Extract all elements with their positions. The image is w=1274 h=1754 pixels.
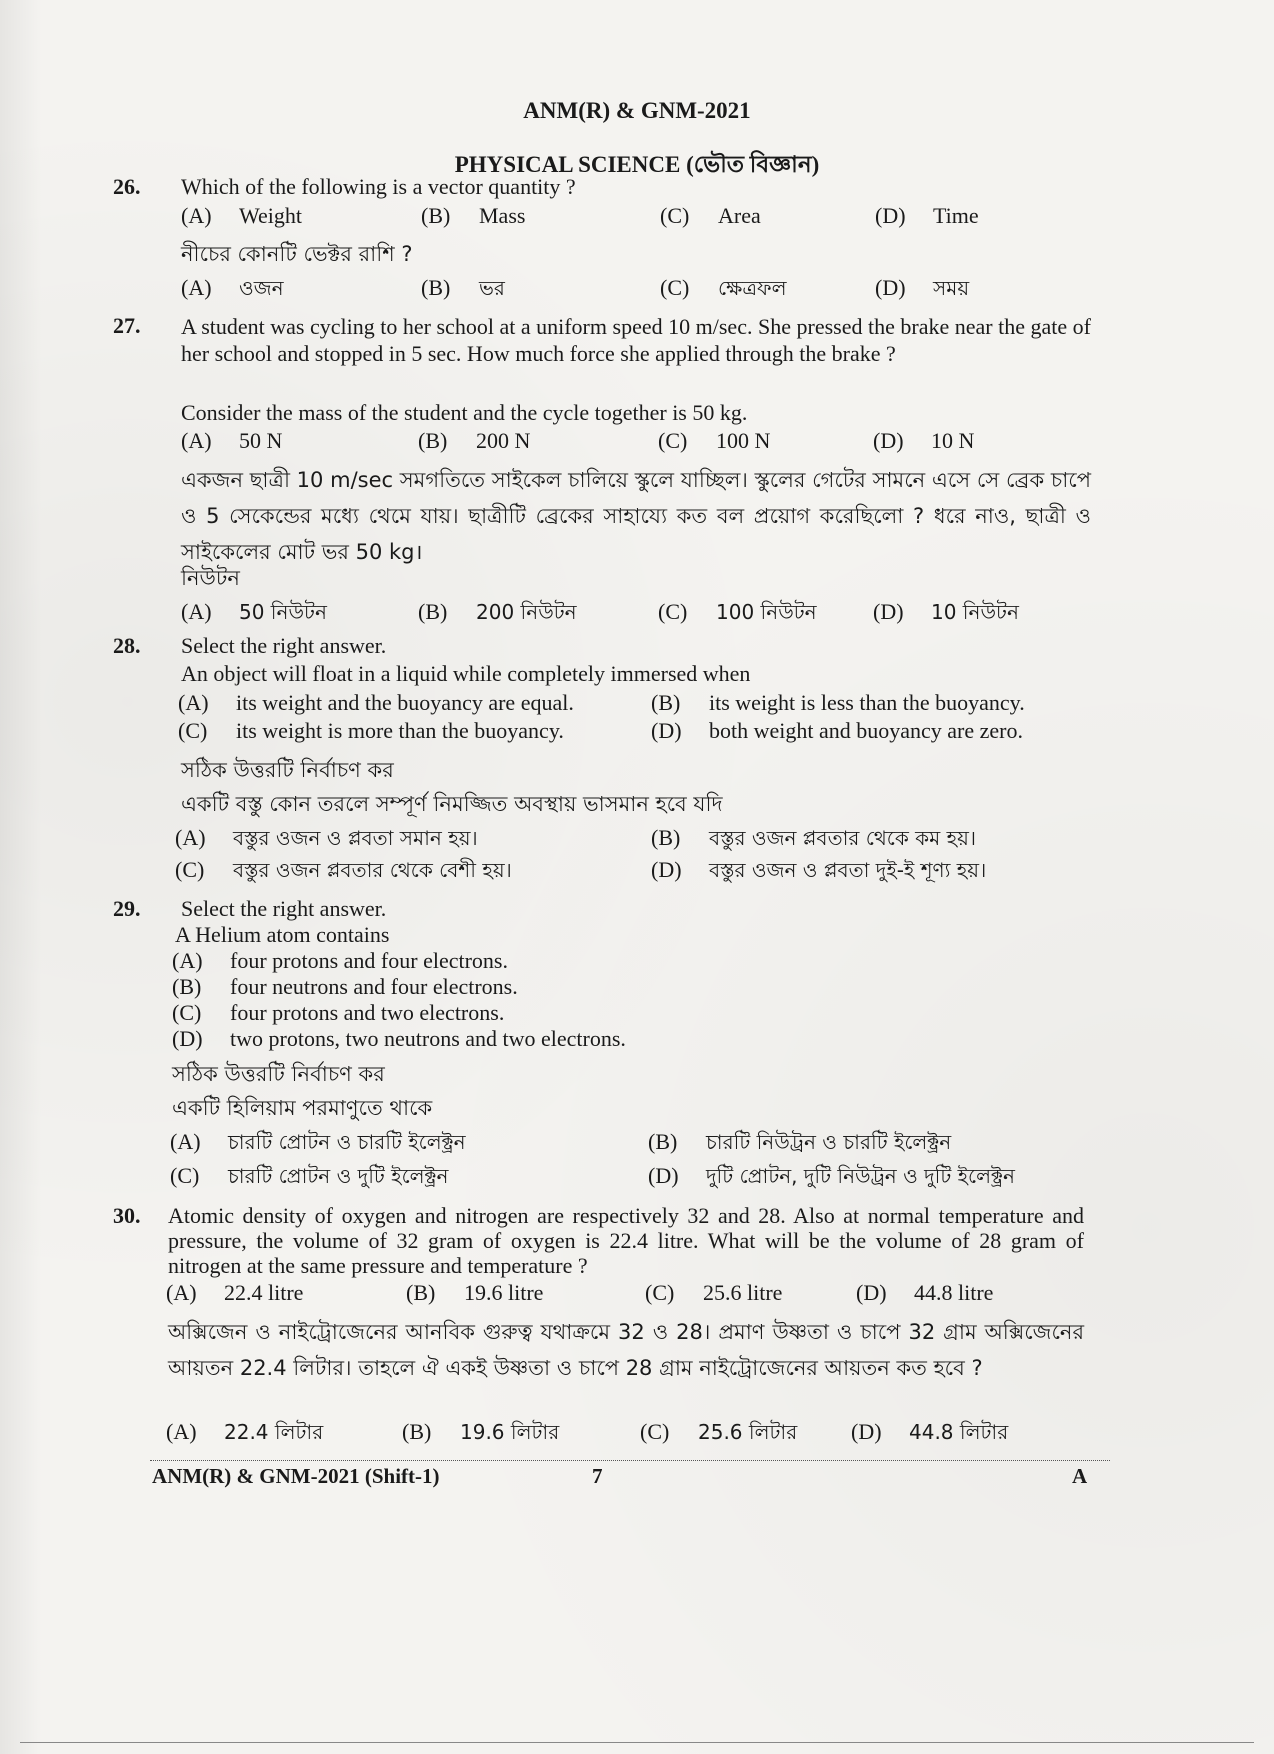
option-a-label: (A) <box>178 690 209 715</box>
question-number: 28. <box>113 633 141 658</box>
option-a-label: (A) <box>181 203 212 228</box>
option-c-text: its weight is more than the buoyancy. <box>236 718 564 743</box>
option-d-text: both weight and buoyancy are zero. <box>709 718 1023 743</box>
question-text-bn: সঠিক উত্তরটি নির্বাচণ কর <box>181 758 394 782</box>
option-c-label: (C) <box>658 599 688 624</box>
question-text-en: Select the right answer. <box>181 896 387 921</box>
option-b-text: 19.6 লিটার <box>460 1420 560 1444</box>
option-d-text: 44.8 litre <box>914 1280 994 1305</box>
option-c-text: ক্ষেত্রফল <box>718 276 787 300</box>
question-text-bn-2: একটি বস্তু কোন তরলে সম্পূর্ণ নিমজ্জিত অবস্থায় ভাসমান হবে যদি <box>181 792 723 816</box>
option-a-label: (A) <box>181 428 212 453</box>
page-number: 7 <box>592 1464 603 1488</box>
option-d-label: (D) <box>875 275 906 300</box>
options-en <box>0 203 1274 231</box>
option-b-label: (B) <box>651 690 681 715</box>
option-a-text: চারটি প্রোটন ও চারটি ইলেক্ট্রন <box>228 1130 466 1154</box>
question-text-en: Which of the following is a vector quantity ? <box>181 174 576 199</box>
options-en-row-1 <box>0 690 1274 718</box>
option-d-label: (D) <box>648 1163 679 1188</box>
option-a-text: Weight <box>239 203 302 228</box>
option-c <box>0 1000 1274 1028</box>
option-d <box>0 1026 1274 1054</box>
option-b-text: Mass <box>479 203 526 228</box>
option-b-text: its weight is less than the buoyancy. <box>709 690 1025 715</box>
option-a-text: ওজন <box>239 276 284 300</box>
question-text-bn-2: একটি হিলিয়াম পরমাণুতে থাকে <box>172 1096 433 1120</box>
option-d-label: (D) <box>172 1026 203 1051</box>
footer-divider <box>150 1460 1110 1461</box>
option-c-label: (C) <box>640 1419 670 1444</box>
options-bn-row-1 <box>0 1128 1274 1156</box>
option-b-text: ভর <box>479 276 505 300</box>
option-d-text: Time <box>933 203 979 228</box>
option-c-label: (C) <box>660 275 690 300</box>
question-text-bn: একজন ছাত্রী 10 m/sec সমগতিতে সাইকেল চালিয়ে স্কুলে যাচ্ছিল। স্কুলের গেটের সামনে এসে সে ব্রেক চাপে ও 5 সেকেন্ডের মধ্যে থেমে যায়। ছাত্রীটি ব্রেকের সাহায্যে কত বল প্রয়োগ করেছিলো ? ধরে নাও, ছাত্রী ও সাইকেলের মোট ভর 50 kg। <box>181 468 1091 564</box>
option-d-text: 10 N <box>931 428 975 453</box>
options-en <box>0 428 1274 456</box>
option-d-text: সময় <box>933 276 970 300</box>
options-en-row-2 <box>0 718 1274 746</box>
option-d-text: দুটি প্রোটন, দুটি নিউট্রন ও দুটি ইলেক্ট্রন <box>706 1164 1015 1188</box>
option-b-label: (B) <box>648 1129 678 1154</box>
question-text-en: Select the right answer. <box>181 633 387 658</box>
option-c-label: (C) <box>658 428 688 453</box>
question-number: 29. <box>113 896 141 921</box>
option-c-label: (C) <box>175 857 205 882</box>
option-b-label: (B) <box>402 1419 432 1444</box>
option-c-text: 25.6 লিটার <box>698 1420 798 1444</box>
option-d-label: (D) <box>875 203 906 228</box>
section-title: PHYSICAL SCIENCE (ভৌত বিজ্ঞান) <box>454 152 820 177</box>
booklet-set-letter: A <box>1072 1464 1088 1488</box>
options-bn <box>0 1418 1274 1446</box>
option-b-label: (B) <box>651 825 681 850</box>
option-c-text: চারটি প্রোটন ও দুটি ইলেক্ট্রন <box>228 1164 449 1188</box>
option-d-label: (D) <box>651 857 682 882</box>
option-c-text: বস্তুর ওজন প্লবতার থেকে বেশী হয়। <box>233 858 512 882</box>
option-d-label: (D) <box>851 1419 882 1444</box>
option-d-label: (D) <box>873 428 904 453</box>
option-a-text: its weight and the buoyancy are equal. <box>236 690 574 715</box>
question-text-bn-2: নিউটন <box>181 566 240 590</box>
question-text-en-2: A Helium atom contains <box>175 922 390 947</box>
option-d-text: 10 নিউটন <box>931 600 1019 624</box>
option-c-text: 100 N <box>716 428 771 453</box>
exam-title: ANM(R) & GNM-2021 <box>523 98 751 123</box>
options-bn <box>0 274 1274 302</box>
option-a-text: 50 নিউটন <box>239 600 327 624</box>
option-a-label: (A) <box>181 599 212 624</box>
option-b <box>0 974 1274 1002</box>
option-a-text: 22.4 litre <box>224 1280 304 1305</box>
question-text-bn: নীচের কোনটি ভেক্টর রাশি ? <box>181 242 413 266</box>
page-bottom-edge <box>20 1742 1254 1743</box>
option-d-text: 44.8 লিটার <box>909 1420 1009 1444</box>
option-b-label: (B) <box>418 599 448 624</box>
option-c-text: 100 নিউটন <box>716 600 817 624</box>
option-d-text: বস্তুর ওজন ও প্লবতা দুই-ই শূণ্য হয়। <box>709 858 987 882</box>
option-b-text: 19.6 litre <box>464 1280 544 1305</box>
option-a-label: (A) <box>166 1280 197 1305</box>
options-bn-row-2 <box>0 1162 1274 1190</box>
option-c-text: Area <box>718 203 761 228</box>
option-b-text: বস্তুর ওজন প্লবতার থেকে কম হয়। <box>709 826 977 850</box>
options-bn <box>0 598 1274 626</box>
option-a-label: (A) <box>170 1129 201 1154</box>
question-text-en: A student was cycling to her school at a uniform speed 10 m/sec. She pressed the brake near the gate of her school and stopped in 5 sec. How much force she applied through the brake ? <box>181 314 1091 366</box>
option-b-text: four neutrons and four electrons. <box>230 974 518 999</box>
option-a-text: 22.4 লিটার <box>224 1420 324 1444</box>
question-text-en: Atomic density of oxygen and nitrogen are respectively 32 and 28. Also at normal temperature and pressure, the volume of 32 gram of oxygen is 22.4 litre. What will be the volume of 28 gram of nitrogen at the same pressure and temperature ? <box>168 1203 1084 1278</box>
option-b-text: 200 নিউটন <box>476 600 577 624</box>
option-b-text: 200 N <box>476 428 531 453</box>
question-text-bn: অক্সিজেন ও নাইট্রোজেনের আনবিক গুরুত্ব যথাক্রমে 32 ও 28। প্রমাণ উষ্ণতা ও চাপে 32 গ্রাম অক্সিজেনের আয়তন 22.4 লিটার। তাহলে ঐ একই উষ্ণতা ও চাপে 28 গ্রাম নাইট্রোজেনের আয়তন কত হবে ? <box>168 1320 1084 1380</box>
question-text-en-2: Consider the mass of the student and the cycle together is 50 kg. <box>181 400 748 425</box>
option-b-label: (B) <box>421 275 451 300</box>
option-d-text: two protons, two neutrons and two electrons. <box>230 1026 626 1051</box>
page-footer <box>0 1460 1274 1490</box>
question-number: 30. <box>113 1203 141 1228</box>
option-c-label: (C) <box>178 718 208 743</box>
option-a-label: (A) <box>166 1419 197 1444</box>
question-text-en-2: An object will float in a liquid while completely immersed when <box>181 661 751 686</box>
option-b-text: চারটি নিউট্রন ও চারটি ইলেক্ট্রন <box>706 1130 952 1154</box>
option-b-label: (B) <box>418 428 448 453</box>
footer-exam-name: ANM(R) & GNM-2021 (Shift-1) <box>152 1464 440 1488</box>
option-b-label: (B) <box>406 1280 436 1305</box>
options-bn-row-1 <box>0 824 1274 852</box>
option-a-label: (A) <box>181 275 212 300</box>
option-b-label: (B) <box>172 974 202 999</box>
option-c-label: (C) <box>660 203 690 228</box>
option-a-text: four protons and four electrons. <box>230 948 508 973</box>
option-a-text: 50 N <box>239 428 283 453</box>
options-bn-row-2 <box>0 856 1274 884</box>
question-number: 27. <box>113 313 141 338</box>
option-d-label: (D) <box>873 599 904 624</box>
option-a <box>0 948 1274 976</box>
option-a-text: বস্তুর ওজন ও প্লবতা সমান হয়। <box>233 826 478 850</box>
option-c-text: four protons and two electrons. <box>230 1000 505 1025</box>
option-a-label: (A) <box>172 948 203 973</box>
option-c-label: (C) <box>172 1000 202 1025</box>
option-c-text: 25.6 litre <box>703 1280 783 1305</box>
option-d-label: (D) <box>651 718 682 743</box>
option-a-label: (A) <box>175 825 206 850</box>
option-c-label: (C) <box>645 1280 675 1305</box>
option-d-label: (D) <box>856 1280 887 1305</box>
question-text-bn: সঠিক উত্তরটি নির্বাচণ কর <box>172 1062 385 1086</box>
question-number: 26. <box>113 174 141 199</box>
option-b-label: (B) <box>421 203 451 228</box>
options-en <box>0 1280 1274 1308</box>
option-c-label: (C) <box>170 1163 200 1188</box>
